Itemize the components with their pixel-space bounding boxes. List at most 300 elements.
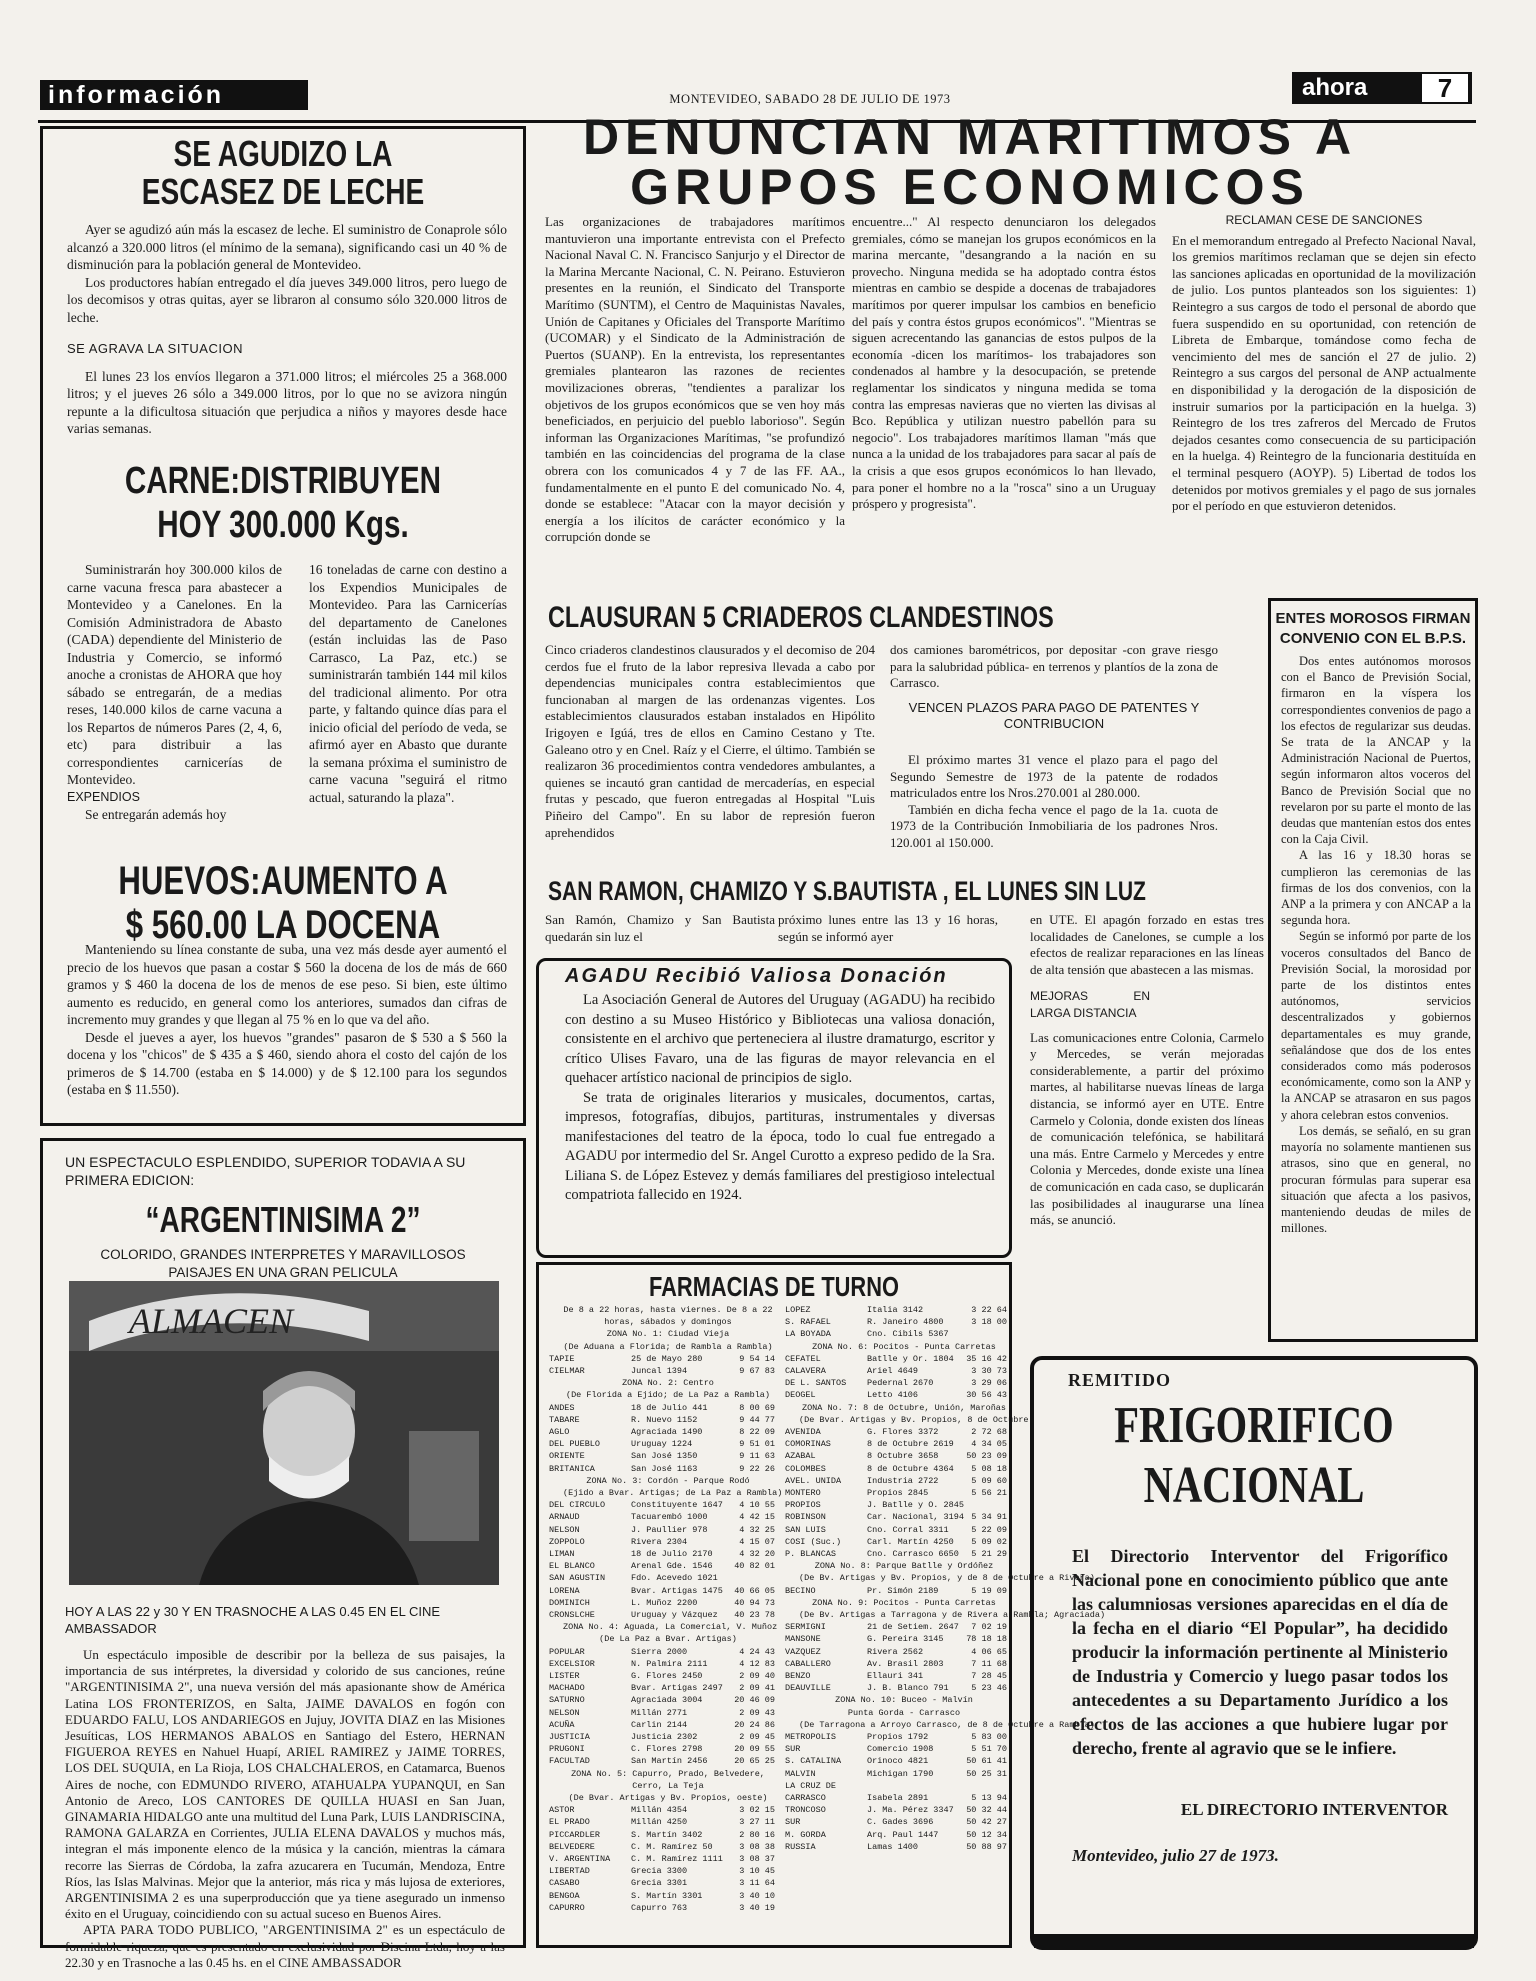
pharmacy-name: COSI (Suc.) bbox=[785, 1536, 842, 1547]
remitido-headline bbox=[1082, 1396, 1425, 1516]
pharmacy-phone: 3 11 64 bbox=[739, 1878, 775, 1889]
remitido-body: El Directorio Interventor del Frigorífico Nacional pone en conocimiento público que ante las calumniosas versiones aparecidas en el día de la fecha en el diario “El Popular”, ha decidido producir la información pertinente al Ministerio de Industria y Comercio y luego pasar todos los antecedentes a su Departamento Jurídico a los efectos de las acciones a que hubiere lugar por derecho, frente al agravio que se le infiere. bbox=[1072, 1546, 1448, 1758]
pharmacy-name: METROPOLIS bbox=[785, 1732, 837, 1742]
pharmacy-address: G. Flores 2450 bbox=[631, 1671, 703, 1681]
article-col-3-heading: RECLAMAN CESE DE SANCIONES bbox=[1225, 213, 1423, 227]
pharmacy-name: EXCELSIOR bbox=[549, 1658, 595, 1669]
pharmacy-phone: 9 51 01 bbox=[739, 1439, 775, 1450]
pharmacy-address: Carlin 2144 bbox=[631, 1719, 688, 1730]
carne-col-1 bbox=[67, 561, 282, 824]
pharmacy-name: TABARE bbox=[549, 1414, 580, 1425]
pharmacy-name: ANDES bbox=[549, 1402, 575, 1413]
pharmacy-address: Propios 1792 bbox=[867, 1732, 929, 1742]
pharmacy-name: NELSON bbox=[549, 1524, 580, 1535]
pharmacy-address: San José 1163 bbox=[631, 1463, 698, 1474]
pharmacy-address: Av. Brasil 2803 bbox=[867, 1658, 944, 1669]
pharmacy-address: Uruguay 1224 bbox=[631, 1439, 693, 1450]
dateline: MONTEVIDEO, SABADO 28 DE JULIO DE 1973 bbox=[669, 92, 951, 106]
pharmacy-name: ACUÑA bbox=[549, 1719, 575, 1730]
pharmacy-name: POPULAR bbox=[549, 1646, 585, 1657]
pharmacy-address: Bvar. Artigas 1475 bbox=[631, 1585, 723, 1596]
pharmacy-name: SUR bbox=[785, 1817, 801, 1828]
pharmacy-address: Letto 4106 bbox=[867, 1390, 919, 1401]
pharmacy-phone: 8 00 69 bbox=[739, 1402, 775, 1413]
huevos-paragraph: Desde el jueves a ayer, los huevos "grandes" pasaron de $ 530 a $ 560 la docena y los "chicos" de $ 435 a $ 460, siendo ahora el costo del cajón de los primeros de $ 14.700 (estaba en $ 14.000) y de $ 12.100 para los segundos (estaba en $ 11.550). bbox=[67, 1029, 507, 1097]
pharmacy-phone: 20 65 25 bbox=[734, 1756, 775, 1767]
pharmacy-address: Pr. Simón 2189 bbox=[867, 1585, 939, 1596]
pharmacy-phone: 4 15 07 bbox=[739, 1536, 775, 1547]
pharmacy-address: ZONA No. 7: 8 de Octubre, Unión, Maroñas bbox=[801, 1402, 1007, 1413]
pharmacy-phone: 40 66 05 bbox=[734, 1585, 775, 1596]
pharmacy-phone: 50 42 27 bbox=[966, 1817, 1007, 1828]
pharmacy-address: C. Flores 2798 bbox=[631, 1744, 703, 1755]
pharmacy-address: (De Florida a Ejido; de La Paz a Rambla) bbox=[565, 1390, 771, 1401]
article-col-2: encuentre..." Al respecto denunciaron los delegados gremiales, cómo se manejan los grupos económicos en la marina mercante, "desangrando a la nación en su provecho. Ninguna medida se ha adoptado contra éstos mientras en cambio se despide a docenas de trabajadores marítimos por querer impulsar los cambios en beneficio del país y contra éstos grupos económicos". "Mientras se siguen acrecentando las ganancias de estos pulpos de la economía -dicen los marítimos- los trabajadores son condenados al hambre y la desocupación, se pretende reglamentar los sindicatos y ninguna medida se toma contra las empresas navieras que no vierten las divisas al Bco. República y utilizan nuestro pabellón para su negocio". Los trabajadores marítimos llaman "más que nunca a la unidad de los trabajadores para sacar al país de la crisis a que esos grupos económicos lo han llevado, para poner el hombre no a la "rosca" sino a un Uruguay próspero y progresista". bbox=[852, 214, 1156, 512]
pharmacy-address: (De Bvar. Artigas y Bv. Propios, 8 de Octubre) bbox=[799, 1414, 1034, 1425]
farmacias-left-column bbox=[549, 1305, 783, 1945]
article-col-3 bbox=[1172, 212, 1476, 515]
pharmacy-name: M. GORDA bbox=[785, 1829, 826, 1840]
pharmacy-name: LIBERTAD bbox=[549, 1866, 590, 1877]
leche-paragraph: Los productores habían entregado el día jueves 349.000 litros, pero luego de los decomisos y otras quitas, ayer se libraron al consumo sólo 320.000 litros de leche. bbox=[67, 274, 507, 325]
pharmacy-name: ROBINSON bbox=[785, 1512, 826, 1523]
main-headline-line-2: GRUPOS ECONOMICOS bbox=[630, 159, 1310, 215]
pharmacy-name: SUR bbox=[785, 1744, 801, 1755]
pharmacy-phone: 4 10 55 bbox=[739, 1500, 775, 1511]
pharmacy-address: (De La Paz a Bvar. Artigas) bbox=[599, 1634, 737, 1645]
sanramon-subheading: MEJORAS EN LARGA DISTANCIA bbox=[1030, 989, 1150, 1020]
farmacias-box bbox=[536, 1262, 1106, 1948]
pharmacy-name: FACULTAD bbox=[549, 1756, 590, 1767]
leche-body bbox=[67, 221, 507, 438]
pharmacy-phone: 5 21 29 bbox=[971, 1549, 1007, 1559]
pharmacy-name: MACHADO bbox=[549, 1683, 585, 1694]
pharmacy-address: (Ejido a Bvar. Artigas; de La Paz a Rambla) bbox=[563, 1488, 783, 1498]
pharmacy-phone: 40 82 01 bbox=[734, 1561, 775, 1572]
pharmacy-address: Sierra 2000 bbox=[631, 1646, 688, 1657]
pharmacy-phone: 5 22 09 bbox=[971, 1524, 1007, 1535]
pharmacy-address: Cno. Carrasco 6650 bbox=[867, 1549, 959, 1559]
leche-paragraph: Ayer se agudizó aún más la escasez de leche. El suministro de Conaprole sólo alcanzó a 320.000 litros (el mínimo de la semana), significando casi un 40 % de disminución para la población general de Montevideo. bbox=[67, 222, 507, 272]
farmacias-right-column bbox=[785, 1305, 1106, 1945]
pharmacy-name: S. RAFAEL bbox=[785, 1317, 831, 1328]
pharmacy-phone: 3 22 64 bbox=[971, 1305, 1007, 1315]
pharmacy-phone: 9 54 14 bbox=[739, 1353, 775, 1364]
pharmacy-address: Punta Gorda - Carrasco bbox=[847, 1707, 961, 1718]
pharmacy-address: Constituyente 1647 bbox=[631, 1500, 723, 1511]
pharmacy-address: ZONA No. 10: Buceo - Malvín bbox=[835, 1695, 973, 1706]
pharmacy-phone: 3 02 15 bbox=[739, 1805, 775, 1816]
pharmacy-phone: 4 24 43 bbox=[739, 1646, 775, 1657]
pharmacy-name: VAZQUEZ bbox=[785, 1646, 821, 1657]
pharmacy-address: Car. Nacional, 3194 bbox=[867, 1512, 964, 1523]
remitido-date: Montevideo, julio 27 de 1973. bbox=[1072, 1846, 1279, 1865]
leche-subheading: SE AGRAVA LA SITUACION bbox=[67, 341, 243, 356]
pharmacy-address: J. Ma. Pérez 3347 bbox=[867, 1805, 954, 1816]
pharmacy-phone: 50 12 34 bbox=[966, 1829, 1007, 1840]
huevos-body bbox=[67, 941, 507, 1099]
pharmacy-name: DEAUVILLE bbox=[785, 1683, 831, 1694]
ad-paragraph: Un espectáculo imposible de describir por la belleza de sus paisajes, la importancia de sus intérpretes, la diversidad y colorido de sus canciones, reúne "ARGENTINISIMA 2", una nueva versión del más apasionante show de América Latina LOS FRONTERIZOS, en Salta, JAIME DAVALOS en fogón con EDUARDO FALU, LOS ANDARIEGOS en Jujuy, JOVITA DIAZ en las Misiones Jesuíticas, LOS HERMANOS ABALOS en Santiago del Estero, HERNAN FIGUEROA REYES en Nahuel Huapí, ARIEL RAMIREZ y JAIME TORRES, LOS DEL SUQUIA, en La Rioja, LOS CHALCHALEROS, en Catamarca, Buenos Aires de noche, con EDMUNDO RIVERO, ATAHUALPA YUPANQUI, en San Antonio de Areco, LOS CANTORES DE QUILLA HUASI en San Juan, GINAMARIA HIDALGO ante una multitud del Luna Park, LUIS LANDRISCINA, RAMONA GALARZA en Corrientes, JULIA ELENA DAVALOS y muchos más, integran el más imponente elenco de la música y la canción, mientras la cámara recorre las Sierras de Córdoba, la zafra azucarera en Tucumán, Mendoza, Entre Ríos, las Islas Malvinas. Mejor que la anterior, más rica y más lujosa de exteriores, ARGENTINISIMA 2 es una superproducción que ya tiene asegurado un inmenso éxito en el Uruguay, coincidiendo con su actual suceso en Buenos Aires. bbox=[65, 1647, 505, 1922]
ad-body bbox=[65, 1647, 505, 1971]
agadu-paragraph: Se trata de originales literarios y musicales, documentos, cartas, impresos, fotografías, dibujos, partituras, instrumentales y diversas manifestaciones del teatro de la época, todo lo cual fue entregado a AGADU por intermedio del Sr. Angel Curotto a expreso pedido de la Sra. Liliana S. de López Estevez y demás familiares del prestigioso intelectual compatriota fallecido en 1924. bbox=[565, 1089, 995, 1203]
sanramon-col-2: próximo lunes entre las 13 y 16 horas, según se informó ayer bbox=[778, 912, 998, 944]
pharmacy-address: Justicia 2302 bbox=[631, 1732, 698, 1742]
pharmacy-address: San José 1350 bbox=[631, 1451, 698, 1462]
agadu-box bbox=[536, 958, 1012, 1258]
pharmacy-name: NELSON bbox=[549, 1707, 580, 1718]
pharmacy-address: ZONA No. 2: Centro bbox=[622, 1378, 714, 1389]
pharmacy-phone: 35 16 42 bbox=[966, 1353, 1007, 1364]
huevos-headline-line-1: HUEVOS:AUMENTO A bbox=[118, 859, 448, 903]
pharmacy-name: SAN LUIS bbox=[785, 1524, 826, 1535]
pharmacy-address: ZONA No. 4: Aguada, La Comercial, V. Muñoz bbox=[563, 1622, 778, 1633]
pharmacy-phone: 4 32 25 bbox=[739, 1524, 775, 1535]
pharmacy-name: CRONSLCHE bbox=[549, 1610, 595, 1620]
ad-showtimes: HOY A LAS 22 y 30 Y EN TRASNOCHE A LAS 0.45 EN EL CINE AMBASSADOR bbox=[65, 1604, 441, 1636]
pharmacy-address: Pedernal 2670 bbox=[867, 1378, 934, 1389]
pharmacy-address: Millán 2771 bbox=[631, 1707, 688, 1718]
brand-name: ahora bbox=[1302, 74, 1368, 101]
pharmacy-address: J. B. Blanco 791 bbox=[867, 1683, 949, 1694]
pharmacy-phone: 8 22 09 bbox=[739, 1427, 775, 1437]
pharmacy-name: BRITANICA bbox=[549, 1463, 595, 1474]
pharmacy-phone: 5 08 18 bbox=[971, 1463, 1007, 1474]
pharmacy-phone: 7 02 19 bbox=[971, 1622, 1007, 1633]
pharmacy-name: EL BLANCO bbox=[549, 1561, 595, 1572]
pharmacy-address: Agraciada 1490 bbox=[631, 1427, 703, 1437]
pharmacy-name: MALVIN bbox=[785, 1768, 816, 1779]
article-col-3-body: En el memorandum entregado al Prefecto Nacional Naval, los gremios marítimos reclaman que se dejen sin efecto las sanciones aplicadas en oportunidad de la movilización de julio. Los puntos planteados son los siguientes: 1) Reintegro a sus cargos de todo el personal de abordo que fuera suspendido en su oportunidad, con retención de Libreta de Embarque, tomándose como fecha de vencimiento del mes de sanción el 27 de julio. 2) Reintegro a sus cargos del personal de ANP actualmente en disponibilidad y la derogación de la disposición de instruir sumarios por la participación en la huelga. 3) Reintegro de los tres zafreros del Mercado de Frutos dejados cesantes como consecuencia de su participación en la huelga. 4) Reintegro de la funcionaria destituída en el terminal pesquero (AOYP). 5) Libertad de todos los detenidos por motivos gremiales y el pago de sus jornales por el período en que estuvieron detenidos. bbox=[1172, 232, 1476, 514]
clausuran-headline-text: CLAUSURAN 5 CRIADEROS CLANDESTINOS bbox=[548, 601, 1054, 634]
entes-headline: ENTES MOROSOS FIRMAN CONVENIO CON EL B.P.S. bbox=[1275, 610, 1471, 647]
pharmacy-address: ZONA No. 1: Ciudad Vieja bbox=[606, 1329, 730, 1340]
sanramon-headline-text: SAN RAMON, CHAMIZO Y S.BAUTISTA , EL LUNES SIN LUZ bbox=[548, 876, 1146, 906]
sanramon-col-1: San Ramón, Chamizo y San Bautista quedarán sin luz el bbox=[545, 912, 775, 944]
pharmacy-phone: 2 80 16 bbox=[739, 1829, 775, 1840]
pharmacy-address: Industria 2722 bbox=[867, 1475, 939, 1486]
entes-box bbox=[1268, 598, 1478, 1342]
vencen-heading: VENCEN PLAZOS PARA PAGO DE PATENTES Y CONTRIBUCION bbox=[908, 700, 1200, 731]
pharmacy-phone: 4 42 15 bbox=[739, 1512, 775, 1523]
pharmacy-address: Orinoco 4821 bbox=[867, 1756, 929, 1767]
pharmacy-name: AGLO bbox=[549, 1427, 570, 1437]
huevos-headline-line-2: $ 560.00 LA DOCENA bbox=[125, 903, 441, 947]
pharmacy-address: 18 de Julio 441 bbox=[631, 1402, 708, 1413]
carne-paragraph: Se entregarán además hoy bbox=[85, 807, 227, 822]
pharmacy-name: LA BOYADA bbox=[785, 1329, 831, 1340]
pharmacy-phone: 5 56 21 bbox=[971, 1488, 1007, 1498]
argentinisima-ad bbox=[40, 1138, 526, 1970]
clausuran-col-2: dos camiones barométricos, por depositar -con grave riesgo para la salubridad pública- en terrenos y plantíos de la zona de Carrasco. bbox=[890, 642, 1218, 691]
pharmacy-phone: 50 25 31 bbox=[966, 1768, 1007, 1779]
news-box-left bbox=[40, 126, 526, 1126]
pharmacy-phone: 4 06 65 bbox=[971, 1646, 1007, 1657]
pharmacy-address: Capurro 763 bbox=[631, 1902, 688, 1913]
pharmacy-name: ORIENTE bbox=[549, 1451, 585, 1462]
pharmacy-address: 18 de Julio 2170 bbox=[631, 1549, 713, 1559]
pharmacy-address: J. Batlle y O. 2845 bbox=[867, 1500, 964, 1511]
pharmacy-phone: 7 11 68 bbox=[971, 1658, 1007, 1669]
pharmacy-phone: 20 09 55 bbox=[734, 1744, 775, 1755]
pharmacy-address: Millán 4354 bbox=[631, 1805, 688, 1816]
pharmacy-phone: 5 19 09 bbox=[971, 1585, 1007, 1596]
clausuran-col-1: Cinco criaderos clandestinos clausurados y el decomiso de 204 cerdos fue el fruto de la labor represiva llevada a cabo por dependencias municipales contra establecimientos que funcionaban al margen de las ordenanzas vigentes. Los establecimientos clausurados estaban instalados en Hipólito Irigoyen e Igúá, tres de ellos en Camino Cestano y Tte. Galeano otro y en Cnel. Raíz y el Cierre, el último. También se realizaron 36 procedimientos contra vendedores ambulantes, a quienes se incautó gran cantidad de mercaderías, en especial frutas y pescado, que fueron entregadas al Hospital "Luis Piñeiro del Campo". En su labor de represión fueron aprehendidos bbox=[545, 642, 875, 840]
ad-title: “ARGENTINISIMA 2” bbox=[145, 1199, 421, 1240]
pharmacy-address: Rivera 2304 bbox=[631, 1536, 688, 1547]
pharmacy-address: Carl. Martín 4250 bbox=[867, 1536, 954, 1547]
pharmacy-address: (De Bv. Artigas a Tarragona y de Rivera a Rambla; Agraciada) bbox=[799, 1610, 1106, 1620]
pharmacy-address: 25 de Mayo 280 bbox=[631, 1353, 703, 1364]
pharmacy-name: P. BLANCAS bbox=[785, 1549, 837, 1559]
pharmacy-address: Fdo. Acevedo 1021 bbox=[631, 1573, 718, 1584]
pharmacy-name: LA CRUZ DE bbox=[785, 1780, 837, 1791]
pharmacy-name: COMORINAS bbox=[785, 1439, 831, 1450]
pharmacy-name: BELVEDERE bbox=[549, 1841, 595, 1852]
pharmacy-phone: 4 12 83 bbox=[739, 1658, 775, 1669]
pharmacy-name: AVENIDA bbox=[785, 1427, 821, 1437]
pharmacy-address: Rivera 2562 bbox=[867, 1646, 924, 1657]
pharmacy-name: CAPURRO bbox=[549, 1902, 585, 1913]
pharmacy-name: SATURNO bbox=[549, 1695, 585, 1706]
vencen-paragraph: También en dicha fecha vence el pago de la 1a. cuota de 1973 de la Contribución Inmobiliaria de los padrones Nros. 120.001 al 150.000. bbox=[890, 801, 1218, 850]
leche-headline-line-2: ESCASEZ DE LECHE bbox=[141, 171, 425, 212]
pharmacy-phone: 2 09 40 bbox=[739, 1671, 775, 1681]
sanramon-paragraph: Las comunicaciones entre Colonia, Carmelo y Mercedes, se verán mejoradas considerablemente, a partir del próximo martes, al habilitarse nuevas líneas de larga distancia, se informó ayer en UTE. Entre Carmelo y Colonia, donde existen dos líneas de comunicación telefónica, se habilitará una más. Entre Carmelo y Mercedes y entre Colonia y Mercedes, donde existe una línea de comunicación en cada caso, se duplicarán las posibilidades al inaugurarse una línea más, se anunció. bbox=[1030, 1029, 1264, 1228]
pharmacy-address: 8 de Octubre 2619 bbox=[867, 1439, 954, 1450]
entes-body bbox=[1281, 653, 1471, 1236]
remitido-box bbox=[1030, 1356, 1478, 1950]
section-tag: información bbox=[40, 80, 308, 110]
pharmacy-phone: 50 32 44 bbox=[966, 1805, 1007, 1816]
pharmacy-address: G. Pereira 3145 bbox=[867, 1634, 944, 1645]
pharmacy-phone: 5 23 46 bbox=[971, 1683, 1007, 1694]
pharmacy-phone: 4 34 05 bbox=[971, 1439, 1007, 1450]
pharmacy-address: Grecia 3301 bbox=[631, 1878, 688, 1889]
carne-headline-line-1: CARNE:DISTRIBUYEN bbox=[124, 460, 442, 502]
sanramon-paragraph: en UTE. El apagón forzado en estas tres localidades de Canelones, se cumple a los efectos de realizar reparaciones en las líneas de alta tensión que abastecen a las mismas. bbox=[1030, 912, 1264, 977]
carne-headline-line-2: HOY 300.000 Kgs. bbox=[157, 504, 409, 546]
pharmacy-address: Uruguay y Vázquez bbox=[631, 1610, 718, 1620]
pharmacy-address: C. M. Ramírez 1111 bbox=[631, 1854, 723, 1864]
pharmacy-phone: 20 24 86 bbox=[734, 1719, 775, 1730]
leche-headline-line-1: SE AGUDIZO LA bbox=[173, 133, 393, 174]
film-still-sign: ALMACEN bbox=[129, 1301, 294, 1341]
pharmacy-address: Comercio 1908 bbox=[867, 1744, 934, 1755]
pharmacy-address: Isabela 2891 bbox=[867, 1793, 929, 1803]
pharmacy-address: Cno. Cibils 5367 bbox=[867, 1329, 949, 1340]
pharmacy-name: CEFATEL bbox=[785, 1353, 821, 1364]
pharmacy-address: Bvar. Artigas 2497 bbox=[631, 1683, 723, 1694]
pharmacy-address: horas, sábados y domingos bbox=[604, 1317, 732, 1328]
pharmacy-name: AVEL. UNIDA bbox=[785, 1475, 842, 1486]
pharmacy-name: JUSTICIA bbox=[549, 1732, 590, 1742]
main-headline-line-1: DENUNCIAN MARITIMOS A bbox=[582, 109, 1358, 165]
pharmacy-name: LIMAN bbox=[549, 1549, 575, 1559]
pharmacy-name: DEL PUEBLO bbox=[549, 1439, 601, 1450]
brand-tag bbox=[1292, 72, 1472, 104]
pharmacy-address: ZONA No. 9: Pocitos - Punta Carretas bbox=[812, 1597, 996, 1608]
clausuran-headline bbox=[548, 598, 1208, 638]
pharmacy-name: CABALLERO bbox=[785, 1658, 831, 1669]
pharmacy-name: CASABO bbox=[549, 1878, 580, 1889]
pharmacy-address: L. Muñoz 2200 bbox=[631, 1597, 698, 1608]
carne-headline bbox=[96, 459, 470, 547]
pharmacy-name: AZABAL bbox=[785, 1451, 816, 1462]
pharmacy-address: 21 de Setiem. 2647 bbox=[867, 1622, 959, 1633]
pharmacy-phone: 9 44 77 bbox=[739, 1414, 775, 1425]
pharmacy-address: Ellauri 341 bbox=[867, 1671, 924, 1681]
leche-headline bbox=[96, 135, 470, 211]
pharmacy-phone: 40 23 78 bbox=[734, 1610, 775, 1620]
pharmacy-phone: 5 83 00 bbox=[971, 1732, 1007, 1742]
pharmacy-phone: 3 10 45 bbox=[739, 1866, 775, 1877]
pharmacy-name: CIELMAR bbox=[549, 1366, 585, 1376]
pharmacy-address: C. Gades 3696 bbox=[867, 1817, 934, 1828]
pharmacy-address: ZONA No. 5: Capurro, Prado, Belvedere, bbox=[571, 1768, 765, 1779]
pharmacy-name: MANSONE bbox=[785, 1634, 821, 1645]
pharmacy-name: BENZO bbox=[785, 1671, 811, 1681]
agadu-headline: AGADU Recibió Valiosa Donación bbox=[565, 965, 948, 987]
huevos-paragraph: Manteniendo su línea constante de suba, una vez más desde ayer aumentó el precio de los huevos que pasan a costar $ 560 la docena de los de más de 660 gramos y $ 460 la docena de los de menos de ese peso. Si bien, este último aumento es reducido, en general como los anteriores, sumados dan cifras de incremento muy grandes y que llegan al 75 % en lo que va del año. bbox=[67, 942, 507, 1027]
entes-paragraph: Según se informó por parte de los voceros consultados del Banco de Previsión Social, la morosidad por parte de los distintos entes autónomos, servicios descentralizados y gobiernos departamentales es muy grande, señalándose que dos de los entes considerados como más poderosos económicamente, como son la ANP y la ANCAP se atrasaron en sus pagos y ahora celebran estos convenios. bbox=[1281, 929, 1471, 1122]
pharmacy-phone: 50 88 97 bbox=[966, 1841, 1007, 1852]
pharmacy-address: Juncal 1394 bbox=[631, 1366, 688, 1376]
sanramon-col-3 bbox=[1030, 912, 1264, 1229]
vencen-paragraph: El próximo martes 31 vence el plazo para el pago del Segundo Semestre de 1973 de la patente de rodados matriculados entre los Nros.270.001 al 280.000. bbox=[890, 752, 1218, 801]
leche-paragraph: El lunes 23 los envíos llegaron a 371.000 litros; el miércoles 25 a 368.000 litros; y el jueves 26 sólo a 349.000 litros, por lo que no se avizora ningún repunte a la dificultosa situación que perjudica a niños y mayores desde hace varias semanas. bbox=[67, 368, 507, 436]
pharmacy-address: Grecia 3300 bbox=[631, 1866, 688, 1877]
pharmacy-address: R. Nuevo 1152 bbox=[631, 1414, 698, 1425]
ad-subtitle: COLORIDO, GRANDES INTERPRETES Y MARAVILLOSOS PAISAJES EN UNA GRAN PELICULA bbox=[100, 1247, 466, 1280]
pharmacy-name: ARNAUD bbox=[549, 1512, 580, 1523]
entes-paragraph: Los demás, se señaló, en su gran mayoría no solamente mantienen sus atrasos, sino que en general, no procuran fórmulas para superar esa situación que afecta a los pasivos, manteniendo deudas de miles de millones. bbox=[1281, 1123, 1471, 1236]
pharmacy-address: Cno. Corral 3311 bbox=[867, 1524, 949, 1535]
pharmacy-phone: 40 94 73 bbox=[734, 1597, 775, 1608]
remitido-headline-line-1: FRIGORIFICO bbox=[1114, 1397, 1394, 1454]
pharmacy-address: ZONA No. 3: Cordón - Parque Rodó bbox=[586, 1475, 750, 1486]
carne-col-2: 16 toneladas de carne con destino a los Expendios Municipales de Montevideo. Para las Carnicerías del departamento de Canelones (están incluidas las de Paso Carrasco, La Paz, etc.) se suministrarán también 144 mil kilos del tradicional alimento. Por otra parte, y faltando quince días para el inicio oficial del período de veda, se afirmó ayer en Abasto que durante la semana próxima el suministro de carne vacuna "seguirá el ritmo actual, saturando la plaza". bbox=[309, 562, 507, 805]
pharmacy-address: G. Flores 3372 bbox=[867, 1427, 939, 1437]
entes-paragraph: Dos entes autónomos morosos con el Banco de Previsión Social, firmaron en la víspera los correspondientes convenios de pago a los efectos de regularizar sus deudas. Se trata de la ANCAP y la Administración Nacional de Puertos, según informaron altos voceros del Banco de Previsión Social que no revelaron por su parte el monto de las deudas que mantenían estos dos entes con la Caja Civil. bbox=[1281, 654, 1471, 847]
pharmacy-phone: 9 22 26 bbox=[739, 1463, 775, 1474]
pharmacy-phone: 3 18 00 bbox=[971, 1317, 1007, 1328]
pharmacy-phone: 2 09 45 bbox=[739, 1732, 775, 1742]
pharmacy-name: DOMINICH bbox=[549, 1597, 590, 1608]
farmacias-headline: FARMACIAS DE TURNO bbox=[649, 1271, 899, 1302]
pharmacy-phone: 3 27 11 bbox=[739, 1817, 775, 1828]
pharmacy-phone: 78 18 18 bbox=[966, 1634, 1007, 1645]
pharmacy-name: LORENA bbox=[549, 1585, 580, 1596]
pharmacy-name: PRUGONI bbox=[549, 1744, 585, 1755]
pharmacy-name: PICCARDLER bbox=[549, 1829, 601, 1840]
pharmacy-address: San Martín 2456 bbox=[631, 1756, 708, 1767]
pharmacy-name: MONTERO bbox=[785, 1488, 821, 1498]
pharmacy-name: COLOMBES bbox=[785, 1463, 826, 1474]
pharmacy-phone: 30 56 43 bbox=[966, 1390, 1007, 1401]
pharmacy-phone: 3 08 37 bbox=[739, 1854, 775, 1864]
pharmacy-phone: 9 67 83 bbox=[739, 1366, 775, 1376]
pharmacy-phone: 5 34 91 bbox=[971, 1512, 1007, 1523]
pharmacy-name: ASTOR bbox=[549, 1805, 575, 1816]
pharmacy-address: Michigan 1790 bbox=[867, 1768, 934, 1779]
pharmacy-phone: 50 23 09 bbox=[966, 1451, 1007, 1462]
pharmacy-name: DEL CIRCULO bbox=[549, 1500, 606, 1511]
pharmacy-phone: 20 46 09 bbox=[734, 1695, 775, 1706]
pharmacy-name: LISTER bbox=[549, 1671, 580, 1681]
pharmacy-phone: 2 09 41 bbox=[739, 1683, 775, 1694]
pharmacy-address: R. Janeiro 4800 bbox=[867, 1317, 944, 1328]
pharmacy-phone: 5 13 94 bbox=[971, 1793, 1007, 1803]
pharmacy-address: Batlle y Or. 1804 bbox=[867, 1353, 954, 1364]
pharmacy-name: PROPIOS bbox=[785, 1500, 821, 1511]
pharmacy-name: DEOGEL bbox=[785, 1390, 816, 1401]
vencen-body bbox=[890, 752, 1218, 852]
pharmacy-phone: 9 11 63 bbox=[739, 1451, 775, 1462]
pharmacy-phone: 2 72 68 bbox=[971, 1427, 1007, 1437]
pharmacy-address: J. Paullier 978 bbox=[631, 1524, 708, 1535]
pharmacy-address: Millán 4250 bbox=[631, 1817, 688, 1828]
pharmacy-name: EL PRADO bbox=[549, 1817, 590, 1828]
pharmacy-phone: 3 30 73 bbox=[971, 1366, 1007, 1376]
pharmacy-address: Tacuarembó 1000 bbox=[631, 1512, 708, 1523]
pharmacy-address: Arenal Gde. 1546 bbox=[631, 1561, 713, 1572]
film-still-illustration bbox=[69, 1281, 499, 1585]
entes-paragraph: A las 16 y 18.30 horas se cumplieron las ceremonias de las firmas de los dos convenios, con la ANP a la primera y con ANCAP a la segunda hora. bbox=[1281, 848, 1471, 928]
pharmacy-phone: 3 29 06 bbox=[971, 1378, 1007, 1389]
pharmacy-name: SERMIGNI bbox=[785, 1622, 826, 1633]
ad-kicker: UN ESPECTACULO ESPLENDIDO, SUPERIOR TODAVIA A SU PRIMERA EDICION: bbox=[65, 1154, 466, 1188]
pharmacy-phone: 3 08 38 bbox=[739, 1841, 775, 1852]
pharmacy-address: (De Bvar. Artigas y Bv. Propios, oeste) bbox=[568, 1793, 768, 1803]
pharmacy-address: Lamas 1400 bbox=[867, 1841, 919, 1852]
pharmacy-address: N. Palmira 2111 bbox=[631, 1658, 708, 1669]
pharmacy-address: De 8 a 22 horas, hasta viernes. De 8 a 22 bbox=[563, 1305, 773, 1315]
pharmacy-phone: 5 51 70 bbox=[971, 1744, 1007, 1755]
remitido-footer-bar bbox=[1034, 1934, 1474, 1948]
remitido-signature: EL DIRECTORIO INTERVENTOR bbox=[1180, 1800, 1448, 1819]
pharmacy-address: Cerro, La Teja bbox=[632, 1780, 704, 1791]
pharmacy-address: Ariel 4649 bbox=[867, 1366, 919, 1376]
pharmacy-name: S. CATALINA bbox=[785, 1756, 842, 1767]
page-number: 7 bbox=[1422, 74, 1468, 102]
pharmacy-name: BENGOA bbox=[549, 1890, 580, 1901]
remitido-label: REMITIDO bbox=[1068, 1370, 1172, 1390]
pharmacy-address: Italia 3142 bbox=[867, 1305, 924, 1315]
pharmacy-phone: 7 28 45 bbox=[971, 1671, 1007, 1681]
pharmacy-phone: 50 61 41 bbox=[966, 1756, 1007, 1767]
pharmacy-name: TAPIE bbox=[549, 1353, 575, 1364]
agadu-paragraph: La Asociación General de Autores del Uruguay (AGADU) ha recibido con destino a su Museo Histórico y Bibliotecas una valiosa donación, consistente en el archivo que perteneciera al ilustre dramaturgo, escritor y crítico Ulises Favaro, una de las figuras de mayor relevancia en el quehacer artístico nacional de principios de siglo. bbox=[565, 992, 995, 1086]
pharmacy-name: LOPEZ bbox=[785, 1305, 811, 1315]
pharmacy-phone: 2 09 43 bbox=[739, 1707, 775, 1718]
pharmacy-address: Propios 2845 bbox=[867, 1488, 929, 1498]
pharmacy-phone: 3 40 10 bbox=[739, 1890, 775, 1901]
pharmacy-address: S. Martín 3402 bbox=[631, 1829, 703, 1840]
pharmacy-address: S. Martín 3301 bbox=[631, 1890, 703, 1901]
pharmacy-address: (De Tarragona a Arroyo Carrasco, de 8 de Octubre a Rambla) bbox=[799, 1719, 1095, 1730]
pharmacy-name: BECINO bbox=[785, 1585, 816, 1596]
pharmacy-address: (De Bv. Artigas y Bv. Propios, y de 8 de Octubre a Rivera) bbox=[799, 1573, 1095, 1584]
pharmacy-name: DE L. SANTOS bbox=[785, 1378, 847, 1389]
pharmacy-phone: 5 09 02 bbox=[971, 1536, 1007, 1547]
pharmacy-address: 8 de Octubre 4364 bbox=[867, 1463, 954, 1474]
sanramon-headline bbox=[548, 874, 1248, 908]
pharmacy-phone: 3 40 19 bbox=[739, 1902, 775, 1913]
ad-paragraph: APTA PARA TODO PUBLICO, "ARGENTINISIMA 2" es un espectáculo de formidable riqueza, que es presentado en exclusividad por Discina Ltda, hoy a las 22.30 y en Trasnoche a las 0.45 hs. en el CINE AMBASSADOR bbox=[65, 1922, 505, 1970]
film-still-photo bbox=[69, 1281, 499, 1585]
pharmacy-address: Agraciada 3004 bbox=[631, 1695, 703, 1706]
